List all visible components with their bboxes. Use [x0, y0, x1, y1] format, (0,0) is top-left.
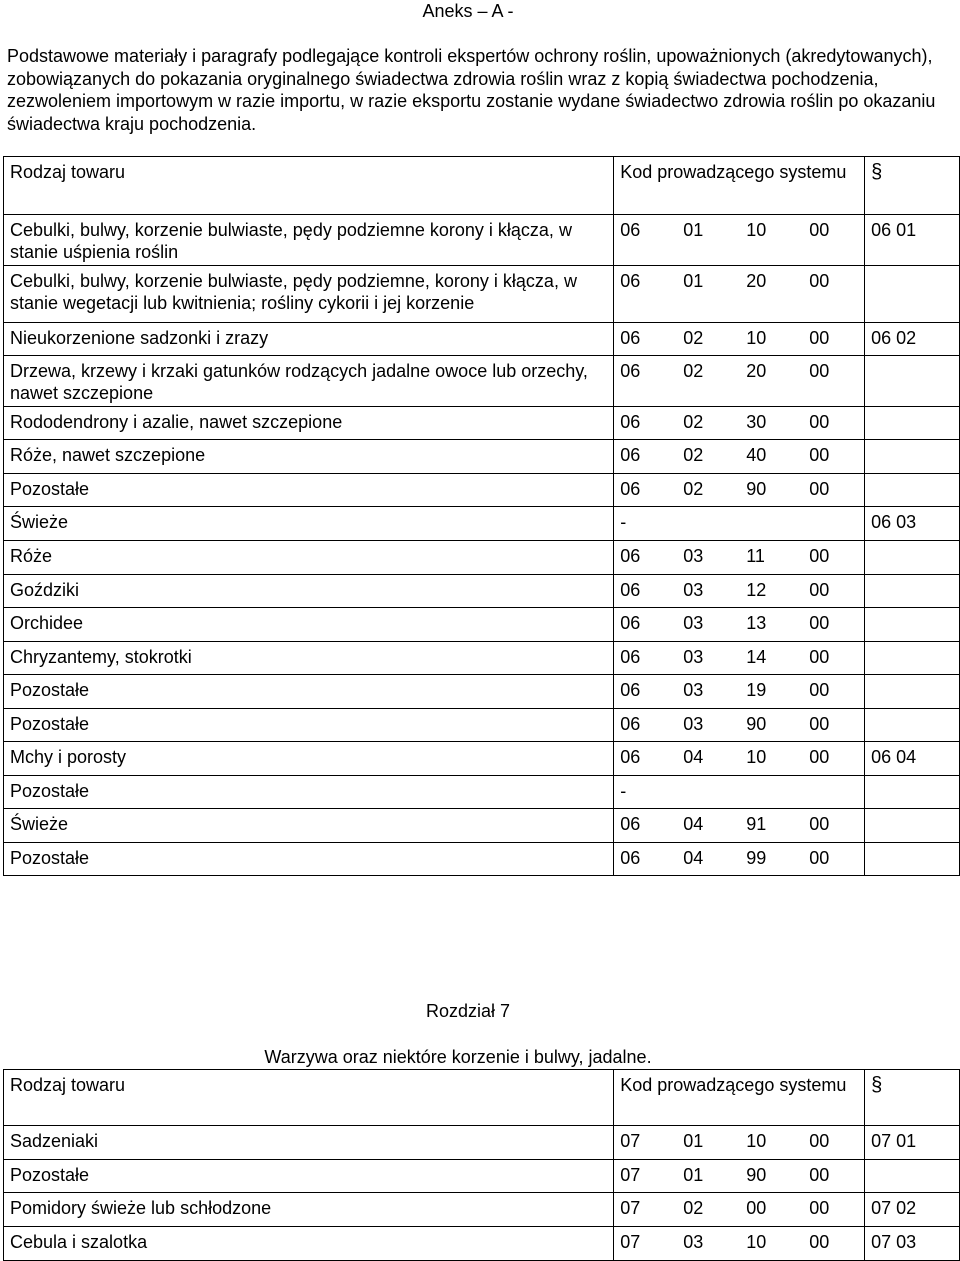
code-part: 06	[620, 412, 641, 432]
code-part: 02	[683, 479, 704, 499]
system-code-cell	[614, 776, 865, 809]
system-code-cell	[614, 407, 865, 440]
system-code-cell	[614, 742, 865, 776]
code-part: 00	[809, 613, 830, 633]
code-part: 10	[746, 1131, 767, 1151]
goods-name-cell: Pozostałe	[4, 675, 614, 709]
goods-name-cell: Sadzeniaki	[4, 1126, 614, 1160]
system-code-cell	[614, 1126, 865, 1160]
paragraph-cell	[865, 266, 960, 323]
paragraph-cell: 07 03	[865, 1227, 960, 1261]
code-part: 00	[809, 647, 830, 667]
table-row	[4, 440, 960, 474]
table-row	[4, 507, 960, 541]
code-part: 06	[620, 848, 641, 868]
code-part: 03	[683, 613, 704, 633]
code-part: 03	[683, 580, 704, 600]
table-row	[4, 742, 960, 776]
code-part: 03	[683, 647, 704, 667]
code-part: 00	[809, 747, 830, 767]
table-row	[4, 1193, 960, 1227]
code-part: 06	[620, 647, 641, 667]
paragraph-cell: 06 03	[865, 507, 960, 541]
code-part: 00	[809, 1198, 830, 1218]
paragraph-cell	[865, 642, 960, 675]
code-part: 00	[809, 680, 830, 700]
page-title: Aneks – A -	[422, 1, 514, 21]
goods-name-cell: Pozostałe	[4, 474, 614, 507]
table-row	[4, 323, 960, 356]
table-row	[4, 575, 960, 608]
system-code-cell	[614, 1227, 865, 1261]
code-part: 01	[683, 271, 704, 291]
code-part: 19	[746, 680, 767, 700]
table-row	[4, 474, 960, 507]
paragraph-cell: 06 04	[865, 742, 960, 776]
code-part: 03	[683, 714, 704, 734]
code-part: 03	[683, 546, 704, 566]
chapter-subheading: Warzywa oraz niektóre korzenie i bulwy, jadalne.	[264, 1047, 652, 1067]
code-part: 03	[683, 1232, 704, 1252]
code-part: 02	[683, 445, 704, 465]
header-goods-type: Rodzaj towaru	[4, 1070, 614, 1126]
code-part: 01	[683, 220, 704, 240]
system-code-cell	[614, 266, 865, 323]
header-paragraph: §	[865, 157, 960, 215]
code-part: 20	[746, 271, 767, 291]
system-code-cell	[614, 474, 865, 507]
code-part: 00	[809, 1165, 830, 1185]
code-part: 03	[683, 680, 704, 700]
code-part: 91	[746, 814, 767, 834]
code-part: 02	[683, 361, 704, 381]
code-part: 10	[746, 747, 767, 767]
goods-table-chapter-6	[3, 156, 960, 876]
code-part: 06	[620, 271, 641, 291]
code-part: 00	[809, 848, 830, 868]
goods-name-cell: Pozostałe	[4, 843, 614, 876]
table-row	[4, 1126, 960, 1160]
code-part: 40	[746, 445, 767, 465]
system-code-cell	[614, 541, 865, 575]
code-part: 00	[809, 328, 830, 348]
table-row	[4, 1227, 960, 1261]
code-part: 00	[809, 412, 830, 432]
code-part: 90	[746, 1165, 767, 1185]
paragraph-cell	[865, 356, 960, 407]
code-part: 04	[683, 814, 704, 834]
header-system-code: Kod prowadzącego systemu	[614, 1070, 865, 1126]
header-paragraph: §	[865, 1070, 960, 1126]
paragraph-cell	[865, 541, 960, 575]
goods-name-cell: Rododendrony i azalie, nawet szczepione	[4, 407, 614, 440]
code-part: 06	[620, 680, 641, 700]
table-row	[4, 709, 960, 742]
table-row	[4, 809, 960, 843]
paragraph-cell: 07 02	[865, 1193, 960, 1227]
table-row	[4, 1160, 960, 1193]
code-part: 06	[620, 328, 641, 348]
paragraph-cell: 07 01	[865, 1126, 960, 1160]
code-part: 06	[620, 747, 641, 767]
goods-name-cell: Pomidory świeże lub schłodzone	[4, 1193, 614, 1227]
code-part: 07	[620, 1131, 641, 1151]
code-part: 30	[746, 412, 767, 432]
code-part: 06	[620, 814, 641, 834]
code-part: 06	[620, 479, 641, 499]
code-part: 90	[746, 714, 767, 734]
code-part: 00	[809, 271, 830, 291]
goods-name-cell: Chryzantemy, stokrotki	[4, 642, 614, 675]
code-part: 20	[746, 361, 767, 381]
goods-name-cell: Pozostałe	[4, 776, 614, 809]
table-header-row	[4, 157, 960, 215]
table-row	[4, 215, 960, 266]
table-row	[4, 843, 960, 876]
chapter-heading: Rozdział 7	[425, 1001, 511, 1021]
code-part: 12	[746, 580, 767, 600]
code-part: 00	[809, 1232, 830, 1252]
paragraph-cell	[865, 474, 960, 507]
system-code-cell	[614, 215, 865, 266]
code-part: 06	[620, 580, 641, 600]
system-code-cell	[614, 356, 865, 407]
table-row	[4, 356, 960, 407]
system-code-cell	[614, 608, 865, 642]
code-part: 00	[809, 714, 830, 734]
table-row	[4, 776, 960, 809]
code-part: 04	[683, 848, 704, 868]
paragraph-cell	[865, 407, 960, 440]
code-part: 06	[620, 361, 641, 381]
code-part: 00	[809, 580, 830, 600]
goods-name-cell: Pozostałe	[4, 709, 614, 742]
code-part: 01	[683, 1131, 704, 1151]
system-code-cell	[614, 1160, 865, 1193]
system-code-cell	[614, 1193, 865, 1227]
system-code-cell	[614, 843, 865, 876]
header-system-code: Kod prowadzącego systemu	[614, 157, 865, 215]
code-part: 14	[746, 647, 767, 667]
system-code-cell	[614, 675, 865, 709]
system-code-cell	[614, 323, 865, 356]
goods-name-cell: Drzewa, krzewy i krzaki gatunków rodzących jadalne owoce lub orzechy, nawet szczepione	[4, 356, 614, 407]
system-code-cell	[614, 440, 865, 474]
code-part: 00	[809, 546, 830, 566]
table-row	[4, 608, 960, 642]
paragraph-cell	[865, 809, 960, 843]
code-part: 07	[620, 1232, 641, 1252]
goods-name-cell: Róże, nawet szczepione	[4, 440, 614, 474]
code-part: 00	[809, 220, 830, 240]
table-row	[4, 642, 960, 675]
goods-name-cell: Goździki	[4, 575, 614, 608]
system-code-cell	[614, 709, 865, 742]
code-part: 13	[746, 613, 767, 633]
goods-name-cell: Cebulki, bulwy, korzenie bulwiaste, pędy podziemne korony i kłącza, w stanie uśpienia roślin	[4, 215, 614, 266]
paragraph-cell: 06 02	[865, 323, 960, 356]
code-part: 99	[746, 848, 767, 868]
code-part: 02	[683, 328, 704, 348]
code-part: 00	[809, 1131, 830, 1151]
system-code-cell	[614, 575, 865, 608]
code-part: 06	[620, 445, 641, 465]
code-part: 00	[809, 445, 830, 465]
code-part: 04	[683, 747, 704, 767]
code-part: 90	[746, 479, 767, 499]
code-part: 06	[620, 613, 641, 633]
system-code-cell	[614, 809, 865, 843]
code-part: 00	[809, 814, 830, 834]
header-goods-type: Rodzaj towaru	[4, 157, 614, 215]
paragraph-cell	[865, 776, 960, 809]
code-part: -	[620, 781, 627, 801]
code-part: 02	[683, 412, 704, 432]
code-part: 10	[746, 1232, 767, 1252]
code-part: 02	[683, 1198, 704, 1218]
code-part: 07	[620, 1198, 641, 1218]
code-part: 07	[620, 1165, 641, 1185]
table-row	[4, 266, 960, 323]
paragraph-cell	[865, 1160, 960, 1193]
goods-name-cell: Róże	[4, 541, 614, 575]
table-row	[4, 541, 960, 575]
code-part: 01	[683, 1165, 704, 1185]
paragraph-cell	[865, 440, 960, 474]
table-row	[4, 675, 960, 709]
code-part: 06	[620, 546, 641, 566]
code-part: 00	[809, 361, 830, 381]
code-part: 10	[746, 328, 767, 348]
paragraph-cell	[865, 843, 960, 876]
goods-name-cell: Cebula i szalotka	[4, 1227, 614, 1261]
code-part: 06	[620, 714, 641, 734]
paragraph-cell	[865, 575, 960, 608]
code-part: 00	[746, 1198, 767, 1218]
goods-name-cell: Świeże	[4, 507, 614, 541]
code-part: 06	[620, 220, 641, 240]
goods-name-cell: Nieukorzenione sadzonki i zrazy	[4, 323, 614, 356]
goods-name-cell: Orchidee	[4, 608, 614, 642]
goods-name-cell: Mchy i porosty	[4, 742, 614, 776]
code-part: -	[620, 512, 627, 532]
paragraph-cell	[865, 608, 960, 642]
intro-paragraph: Podstawowe materiały i paragrafy podlegające kontroli ekspertów ochrony roślin, upoważnionych (akredytowanych), zobowiązanych do pokazania oryginalnego świadectwa zdrowia roślin wraz z kopią świadectwa pochodzenia, zezwoleniem importowym w razie importu, w razie eksportu zostanie wydane świadectwo zdrowia roślin po okazaniu świadectwa kraju pochodzenia.	[7, 46, 936, 134]
goods-name-cell: Cebulki, bulwy, korzenie bulwiaste, pędy podziemne, korony i kłącza, w stanie wegetacji lub kwitnienia; rośliny cykorii i jej korzenie	[4, 266, 614, 323]
goods-name-cell: Świeże	[4, 809, 614, 843]
paragraph-cell	[865, 709, 960, 742]
code-part: 11	[746, 546, 765, 566]
table-row	[4, 407, 960, 440]
system-code-cell	[614, 642, 865, 675]
table-header-row	[4, 1070, 960, 1126]
goods-table-chapter-7	[3, 1069, 960, 1261]
paragraph-cell	[865, 675, 960, 709]
system-code-cell	[614, 507, 865, 541]
paragraph-cell: 06 01	[865, 215, 960, 266]
code-part: 10	[746, 220, 767, 240]
code-part: 00	[809, 479, 830, 499]
goods-name-cell: Pozostałe	[4, 1160, 614, 1193]
